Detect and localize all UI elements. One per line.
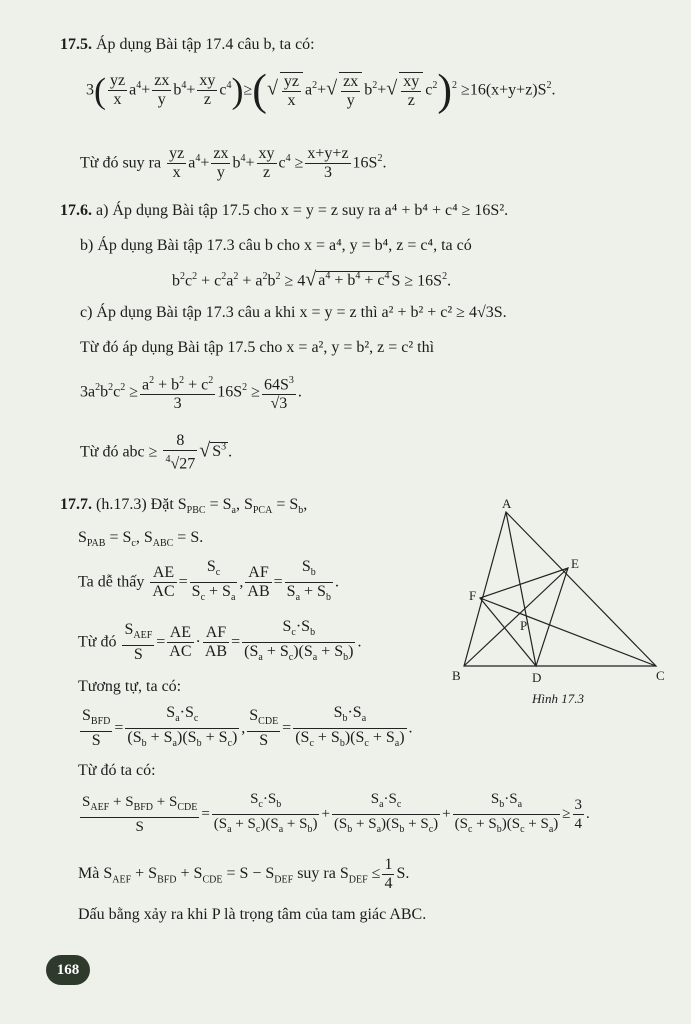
label-c: C (656, 668, 665, 683)
ex-17-5-conclusion: Từ đó suy ra $\frac{yz}{x}$ $a^4+$ $\frac{zx}{y}$ $b^4+$ $\frac{xy}{z}$ $c^4$ ≥ $\frac{x+y+z}{3}$ $16S^2$. (80, 145, 387, 182)
ex-17-7-equality: Dấu bằng xảy ra khi P là trọng tâm của tam giác ABC. (78, 906, 427, 923)
label-a: A (502, 496, 512, 511)
ex-17-7-but: Mà $S_{AEF} + S_{BFD} + S_{CDE} = S - S_{DEF}$ suy ra $S_{DEF}$ ≤ $\frac{1}{4}$ S. (78, 856, 410, 892)
ex-17-6-b: b) Áp dụng Bài tập 17.3 câu b cho x = a⁴, y = b⁴, z = c⁴, ta có (80, 237, 472, 254)
ex-17-5-head: 17.5. (60, 36, 92, 53)
ex-17-7-from: Từ đó $\frac{S_{AEF}}{S}$ = $\frac{AE}{AC}$ · $\frac{AF}{AB}$ = $\frac{S_c\cdot S_b}{(S_a + S_c)(S_a + S_b)}$ . (78, 618, 362, 664)
ex-17-5-intro: 17.5. Áp dụng Bài tập 17.4 câu b, ta có: (60, 36, 315, 53)
ex-17-7-fromhave: Từ đó ta có: (78, 762, 156, 779)
ex-17-7-bfd-cde: $\frac{S_{BFD}}{S}$ = $\frac{S_a\cdot S_c}{(S_b + S_a)(S_b + S_c)}$ , $\frac{S_{CDE}}{S}$ = $\frac{S_b\cdot S_a}{(S_c + S_b)(S_c + S_a)}$ . (82, 704, 413, 750)
label-e: E (571, 556, 579, 571)
ex-17-7-intro: 17.7. (h.17.3) Đặt $S_{PBC} = S_a$, $S_{PCA} = S_b$, (60, 496, 308, 517)
triangle-figure (450, 496, 680, 706)
triangle-abc (464, 512, 656, 666)
ex-17-6-a: 17.6. a) Áp dụng Bài tập 17.5 cho x = y = z suy ra a⁴ + b⁴ + c⁴ ≥ 16S². (60, 202, 509, 219)
ex-17-6-b-formula: $b^2c^2 + c^2a^2 + a^2b^2 \ge 4√$ $a^4 + b^4 + c^4$ $S \ge 16S^2$. (172, 268, 452, 291)
ex-17-7-def: $S_{PAB} = S_c$, $S_{ABC} = S$. (78, 529, 204, 550)
label-f: F (469, 588, 477, 603)
ex-17-7-similar: Tương tự, ta có: (78, 678, 182, 695)
ex-17-6-c: c) Áp dụng Bài tập 17.3 câu a khi x = y = z thì a² + b² + c² ≥ 4√3S. (80, 304, 507, 321)
ex-17-7-easy: Ta dễ thấy $\frac{AE}{AC}$ = $\frac{S_c}{S_c + S_a}$ , $\frac{AF}{AB}$ = $\frac{S_b}{S_a + S_b}$ . (78, 558, 339, 604)
ex-17-7-sum: $\frac{S_{AEF} + S_{BFD} + S_{CDE}}{S}$ = $\frac{S_c\cdot S_b}{(S_a + S_c)(S_a + S_b)}$ + $\frac{S_a\cdot S_c}{(S_b + S_a)(S_b + S_c)}$ + $\frac{S_b\cdot S_a}{(S_c + S_b)(S_c + S_a)}$ ≥ $\frac{3}{4}$ . (82, 791, 590, 835)
ex-17-5-inequality: 3( $\frac{yz}{x}$ $a^4+$ $\frac{zx}{y}$ $b^4+$ $\frac{xy}{z}$ $c^4)\ge(√$ $\frac{yz}{x}$ $a^2+√$ $\frac{zx}{y}$ $b^2+√$ $\frac{xy}{z}$ $c^2)^2 \ge 16(x+y+z)S^2$. (86, 65, 556, 115)
figure-caption: Hình 17.3 (532, 691, 584, 706)
label-d: D (532, 670, 542, 685)
ex-17-6-apply: Từ đó áp dụng Bài tập 17.5 cho x = a², y = b², z = c² thì (80, 339, 435, 356)
page-number: 168 (46, 955, 90, 985)
ex-17-6-ineq: $3a^2b^2c^2$ ≥ $\frac{a^2 + b^2 + c^2}{3}$ $16S^2$ ≥ $\frac{64S^3}{√3}$ . (80, 368, 302, 413)
label-p: P (520, 618, 528, 633)
label-b: B (452, 668, 461, 683)
ex-17-6-result: Từ đó abc ≥ $\frac{8}{^4√27}$ √ $S^3$ . (80, 431, 233, 473)
